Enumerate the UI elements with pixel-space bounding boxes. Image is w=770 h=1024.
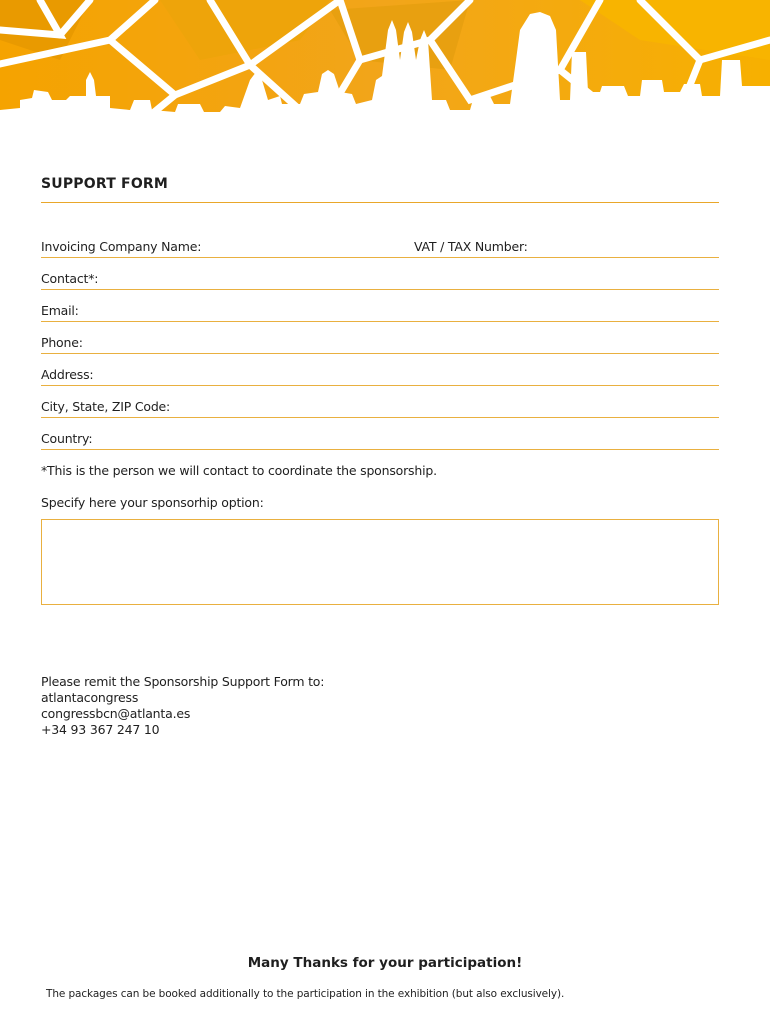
email-input[interactable] <box>86 303 719 321</box>
vat-number-label: VAT / TAX Number: <box>414 239 528 254</box>
title-divider <box>41 202 719 203</box>
phone-row <box>41 335 719 354</box>
sponsorship-option-textarea[interactable] <box>41 519 719 605</box>
invoicing-company-input[interactable] <box>201 239 401 257</box>
city-state-zip-label: City, State, ZIP Code: <box>41 399 171 414</box>
vat-number-input[interactable] <box>536 239 719 257</box>
thanks-message: Many Thanks for your participation! <box>247 955 523 971</box>
barcelona-skyline-graphic <box>0 0 770 140</box>
remit-phone: +34 93 367 247 10 <box>41 722 160 737</box>
email-label: Email: <box>41 303 79 318</box>
address-label: Address: <box>41 367 94 382</box>
form-title: SUPPORT FORM <box>41 176 169 192</box>
phone-label: Phone: <box>41 335 83 350</box>
country-label: Country: <box>41 431 93 446</box>
remit-email: congressbcn@atlanta.es <box>41 706 191 721</box>
contact-label: Contact*: <box>41 271 99 286</box>
header-banner <box>0 0 770 140</box>
phone-input[interactable] <box>91 335 719 353</box>
remit-company: atlantacongress <box>41 690 139 705</box>
contact-note: *This is the person we will contact to coordinate the sponsorship. <box>41 463 437 478</box>
contact-row <box>41 271 719 290</box>
remit-intro: Please remit the Sponsorship Support Form to: <box>41 674 325 689</box>
invoicing-company-label: Invoicing Company Name: <box>41 239 202 254</box>
sponsorship-prompt: Specify here your sponsorhip option: <box>41 495 264 510</box>
city-state-zip-input[interactable] <box>181 399 719 417</box>
address-row <box>41 367 719 386</box>
city-state-zip-row <box>41 399 719 418</box>
country-input[interactable] <box>103 431 719 449</box>
invoicing-company-row <box>41 239 719 258</box>
contact-input[interactable] <box>106 271 719 289</box>
remit-block <box>41 674 324 738</box>
country-row <box>41 431 719 450</box>
address-input[interactable] <box>101 367 719 385</box>
packages-footnote: The packages can be booked additionally to the participation in the exhibition (but also exclusively). <box>46 988 565 1000</box>
email-row <box>41 303 719 322</box>
